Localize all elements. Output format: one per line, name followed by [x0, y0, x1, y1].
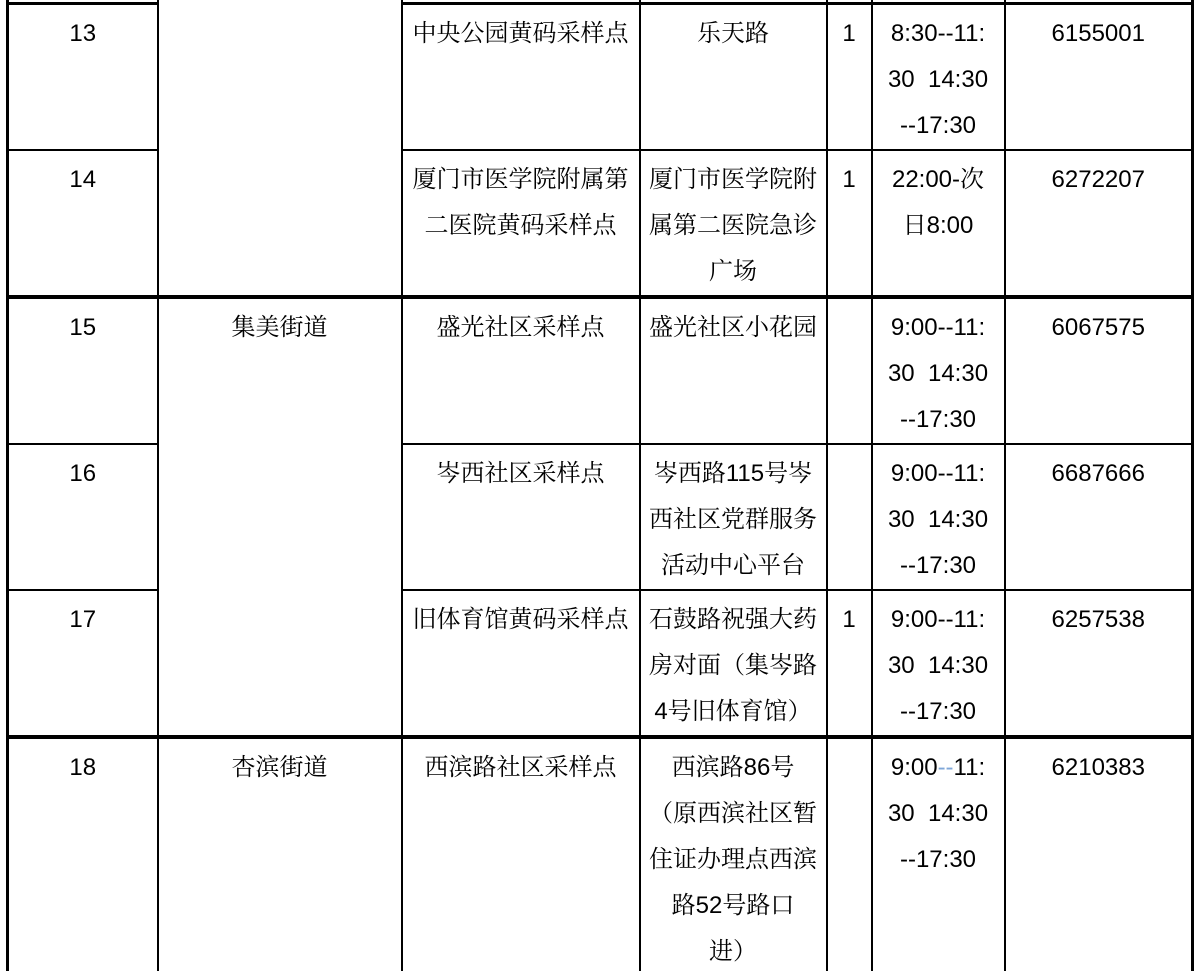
- cell-row-number: 14: [8, 150, 158, 297]
- cell-site-name: [402, 590, 640, 737]
- cell-phone: 6687666: [1005, 444, 1193, 590]
- address-line: 路52号路口: [671, 892, 795, 919]
- cell-booth-count: 1: [827, 4, 872, 151]
- time-line: 30 14:30: [887, 360, 989, 387]
- cell-site-name: [402, 150, 640, 297]
- address-line: 石鼓路祝强大药: [649, 606, 817, 633]
- site-name-line: 岑西社区采样点: [436, 460, 605, 487]
- time-line: [875, 745, 1002, 791]
- address-line: 广场: [709, 258, 757, 285]
- time-line: 30 14:30: [887, 506, 989, 533]
- cell-site-name: [402, 4, 640, 151]
- time-line: --17:30: [899, 552, 977, 579]
- site-name-line: 旧体育馆黄码采样点: [412, 606, 629, 633]
- cell-address: [640, 737, 827, 971]
- time-line: 30 14:30: [887, 652, 989, 679]
- table-body: [8, 0, 1193, 971]
- time-segment: --: [937, 754, 954, 781]
- time-line: 日8:00: [902, 212, 974, 239]
- cell-address: [640, 590, 827, 737]
- cell-street: 杏滨街道: [158, 737, 402, 971]
- cell-address: [640, 297, 827, 444]
- cell-service-time: [872, 150, 1005, 297]
- cell-service-time: [872, 737, 1005, 971]
- time-segment: 11:: [953, 754, 986, 781]
- cell-phone: 6257538: [1005, 590, 1193, 737]
- cell-row-number: 15: [8, 297, 158, 444]
- address-line: 进）: [709, 938, 757, 965]
- cell-address: [640, 150, 827, 297]
- site-name-line: 二医院黄码采样点: [424, 212, 617, 239]
- address-line: 岑西路115号岑: [653, 460, 813, 487]
- cell-site-name: [402, 444, 640, 590]
- cell-site-name: [402, 737, 640, 971]
- address-line: （原西滨社区暂: [649, 800, 817, 827]
- cell-service-time: [872, 4, 1005, 151]
- cell-phone: 6067575: [1005, 297, 1193, 444]
- cell-address: [640, 4, 827, 151]
- address-line: 4号旧体育馆）: [654, 698, 812, 725]
- address-line: 住证办理点西滨: [649, 846, 817, 873]
- cell-booth-count: [827, 297, 872, 444]
- time-line: 8:30--11:: [890, 20, 986, 47]
- time-line: 9:00--11:: [890, 460, 986, 487]
- cell-service-time: [872, 444, 1005, 590]
- address-line: 乐天路: [697, 20, 769, 47]
- address-line: 活动中心平台: [661, 552, 805, 579]
- cell-service-time: [872, 297, 1005, 444]
- time-segment: 9:00: [890, 754, 938, 781]
- site-name-line: 中央公园黄码采样点: [412, 20, 629, 47]
- cell-site-name: [402, 297, 640, 444]
- cell-row-number: 13: [8, 4, 158, 151]
- sampling-points-table: [6, 0, 1194, 971]
- address-line: 房对面（集岑路: [649, 652, 817, 679]
- time-line: 30 14:30: [887, 66, 989, 93]
- cell-service-time: [872, 590, 1005, 737]
- cell-phone: 6155001: [1005, 4, 1193, 151]
- cell-row-number: 16: [8, 444, 158, 590]
- cell-row-number: 17: [8, 590, 158, 737]
- cell-booth-count: 1: [827, 150, 872, 297]
- address-line: 西滨路86号: [671, 754, 795, 781]
- cell-row-number: 18: [8, 737, 158, 971]
- site-name-line: 盛光社区采样点: [436, 314, 605, 341]
- site-name-line: 西滨路社区采样点: [424, 754, 617, 781]
- time-line: --17:30: [899, 698, 977, 725]
- cell-street: [158, 0, 402, 297]
- cell-booth-count: [827, 737, 872, 971]
- cell-booth-count: [827, 444, 872, 590]
- time-line: 22:00-次: [891, 166, 985, 193]
- time-line: 30 14:30: [887, 800, 989, 827]
- time-line: --17:30: [899, 112, 977, 139]
- time-line: --17:30: [899, 846, 977, 873]
- time-line: --17:30: [899, 406, 977, 433]
- address-line: 厦门市医学院附: [649, 166, 817, 193]
- cell-booth-count: 1: [827, 590, 872, 737]
- site-name-line: 厦门市医学院附属第: [412, 166, 629, 193]
- table-row: [8, 297, 1193, 444]
- address-line: 盛光社区小花园: [649, 314, 817, 341]
- address-line: 属第二医院急诊: [649, 212, 817, 239]
- address-line: 西社区党群服务: [649, 506, 817, 533]
- cell-phone: 6272207: [1005, 150, 1193, 297]
- cell-phone: 6210383: [1005, 737, 1193, 971]
- cell-address: [640, 444, 827, 590]
- cell-street: 集美街道: [158, 297, 402, 737]
- table-row: [8, 737, 1193, 971]
- time-line: 9:00--11:: [890, 314, 986, 341]
- time-line: 9:00--11:: [890, 606, 986, 633]
